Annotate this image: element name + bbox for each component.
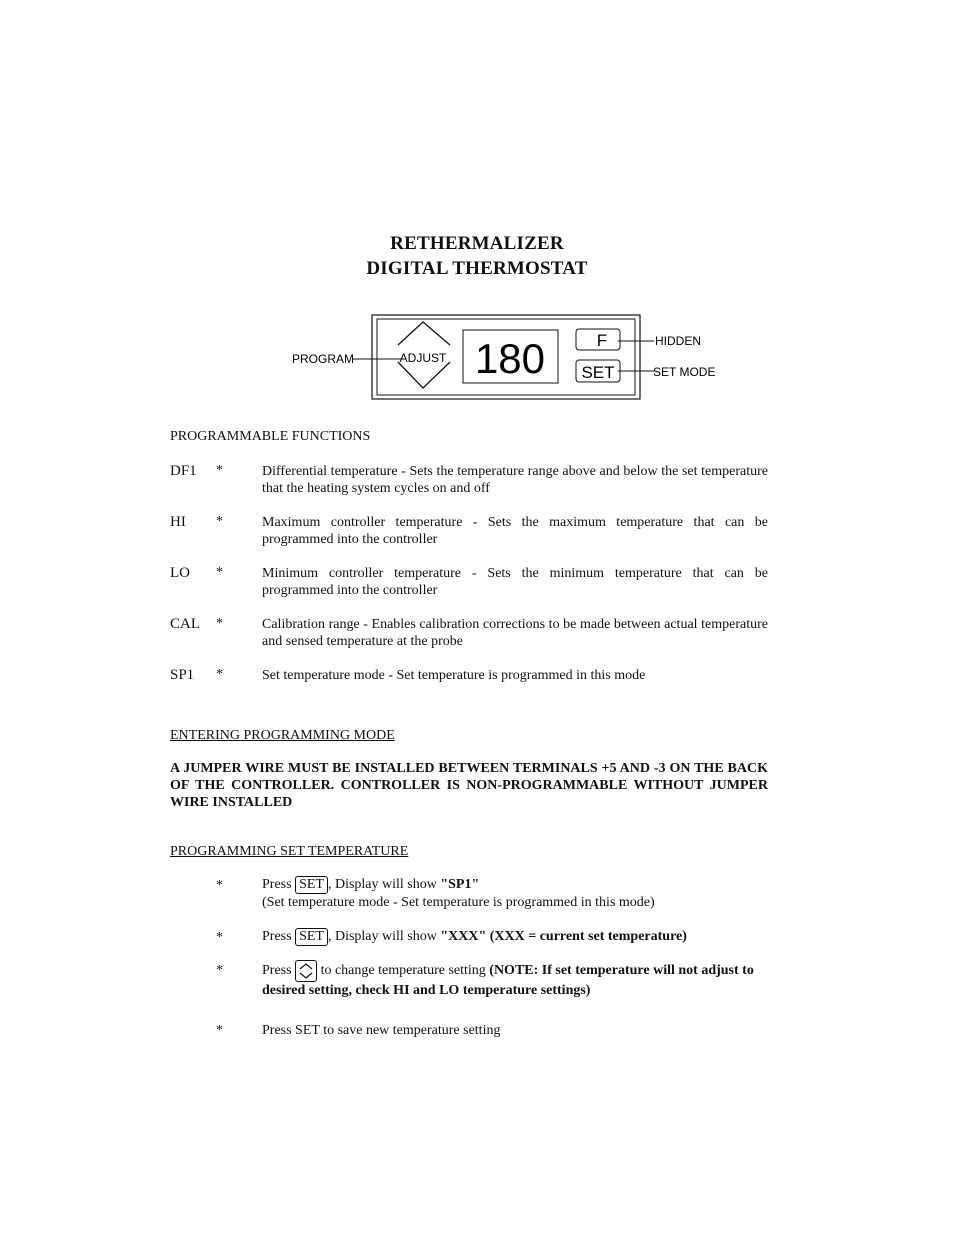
step-1-text: , Display will show [327, 877, 441, 893]
step-2-text: , Display will show [327, 929, 441, 945]
programmable-functions-heading: PROGRAMMABLE FUNCTIONS [170, 429, 371, 444]
step-3 [262, 960, 768, 999]
set-key-label: SET [581, 363, 615, 382]
step-1-line-2: (Set temperature mode - Set temperature is programmed in this mode) [262, 895, 655, 910]
step-1-display: "SP1" [440, 877, 480, 893]
step-1-press: Press [262, 877, 292, 893]
function-code-hi: HI [170, 514, 186, 530]
function-star: * [216, 667, 223, 682]
function-star: * [216, 514, 223, 529]
step-star: * [216, 1023, 223, 1038]
down-arrow-icon [398, 362, 450, 388]
step-star: * [216, 930, 223, 945]
function-star: * [216, 463, 223, 478]
function-desc-sp1: Set temperature mode - Set temperature is programmed in this mode [262, 668, 646, 683]
entering-programming-heading: ENTERING PROGRAMMING MODE [170, 728, 395, 743]
set-key-icon: SET [295, 928, 328, 946]
jumper-warning: A JUMPER WIRE MUST BE INSTALLED BETWEEN TERMINALS +5 AND -3 ON THE BACK OF THE CONTROLLER. CONTROLLER IS NON-PROGRAMMABLE WITHOUT JUMPER WIRE INSTALLED [170, 761, 768, 810]
program-label: PROGRAM [292, 352, 355, 366]
function-desc-hi: Maximum controller temperature - Sets the maximum temperature that can be programmed into the controller [262, 515, 768, 547]
function-desc-lo: Minimum controller temperature - Sets the minimum temperature that can be programmed into the controller [262, 566, 768, 598]
step-2 [262, 928, 768, 946]
step-star: * [216, 878, 223, 893]
step-3-text: to change temperature setting [317, 963, 490, 979]
step-3-note: (NOTE: If set temperature will not adjust to desired setting, check HI and LO temperature settings) [262, 963, 754, 998]
function-code-lo: LO [170, 565, 190, 581]
function-code-sp1: SP1 [170, 667, 195, 683]
adjust-label: ADJUST [399, 351, 447, 365]
programming-set-temp-heading: PROGRAMMING SET TEMPERATURE [170, 844, 409, 859]
title-line-2: DIGITAL THERMOSTAT [366, 258, 588, 279]
step-2-press: Press [262, 929, 292, 945]
title-line-1: RETHERMALIZER [390, 233, 564, 254]
step-2-display: "XXX" [440, 929, 487, 945]
function-star: * [216, 565, 223, 580]
set-mode-label: SET MODE [653, 365, 716, 379]
f-key-label: F [596, 331, 608, 350]
function-code-df1: DF1 [170, 463, 197, 479]
function-desc-cal: Calibration range - Enables calibration corrections to be made between actual temperature and sensed temperature at the probe [262, 617, 768, 649]
function-code-cal: CAL [170, 616, 200, 632]
step-4: Press SET to save new temperature setting [262, 1023, 501, 1038]
step-star: * [216, 963, 223, 978]
controller-diagram [280, 310, 730, 405]
function-desc-df1: Differential temperature - Sets the temperature range above and below the set temperature that the heating system cycles on and off [262, 464, 768, 496]
step-1 [262, 876, 768, 911]
hidden-label: HIDDEN [655, 334, 702, 348]
up-arrow-icon [398, 322, 450, 345]
display-value: 180 [474, 335, 546, 382]
function-star: * [216, 616, 223, 631]
set-key-icon: SET [295, 876, 328, 894]
step-3-press: Press [262, 963, 292, 979]
step-2-tail: (XXX = current set temperature) [486, 929, 687, 945]
adjust-arrows-icon [295, 960, 317, 982]
